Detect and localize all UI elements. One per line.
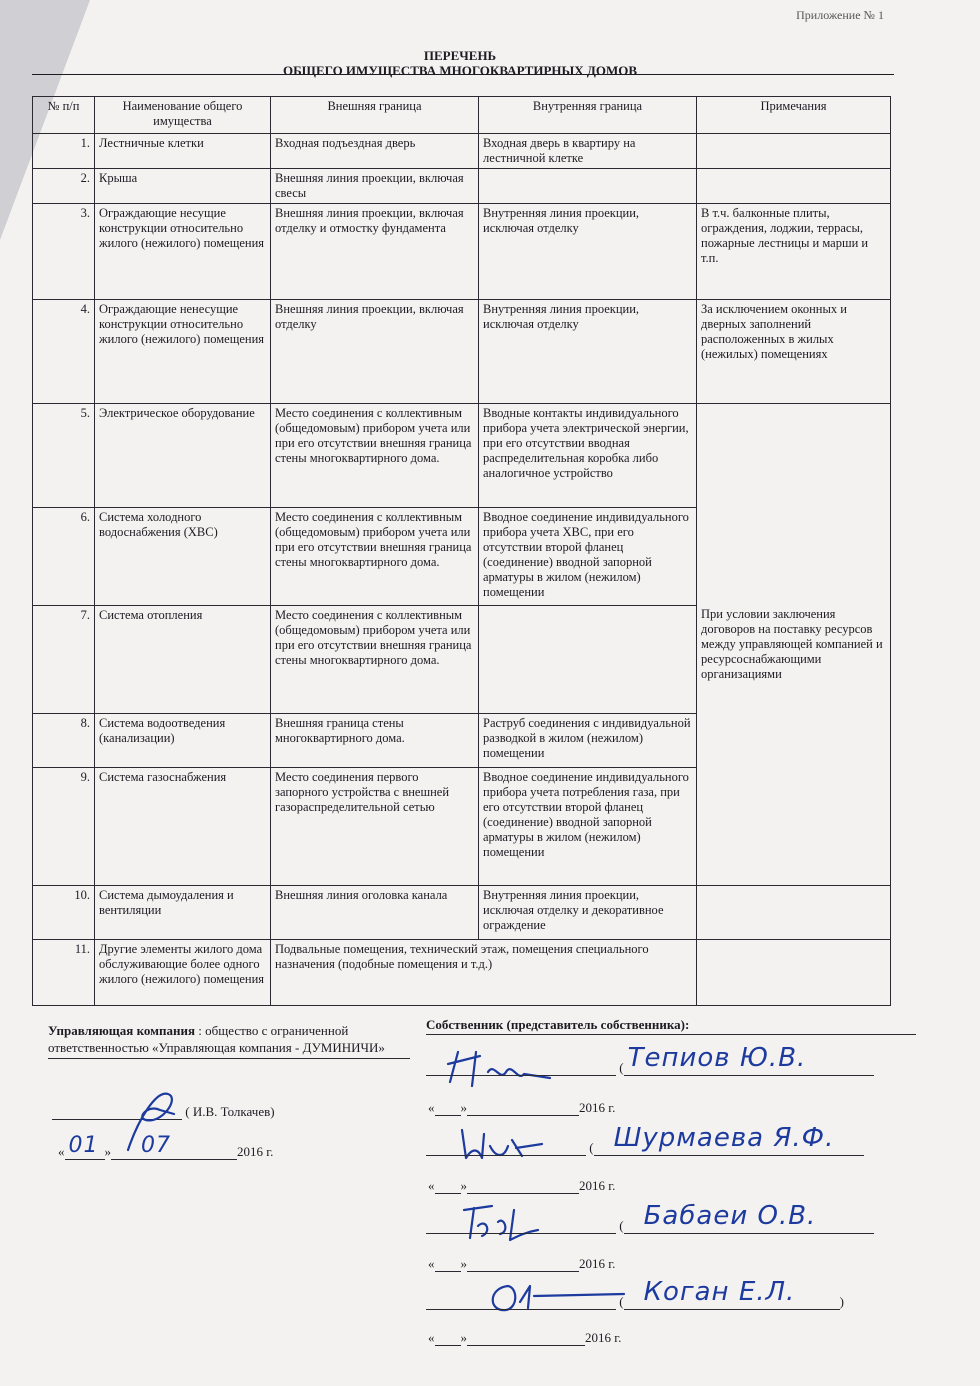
- table-row: [33, 134, 891, 169]
- paren-open: (: [619, 1294, 624, 1309]
- row-name: Ограждающие несущие конструкции относительно жилого (нежилого) помещения: [95, 204, 271, 300]
- row-number: 3.: [33, 204, 95, 300]
- owner-signature-line: [426, 1295, 616, 1310]
- owner-day-line: [435, 1179, 461, 1194]
- row-name: Система отопления: [95, 606, 271, 714]
- row-number: 2.: [33, 169, 95, 204]
- company-description: : общество с ограниченной ответственностью «Управляющая компания - ДУМИНИЧИ»: [48, 1023, 385, 1055]
- header-number: № п/п: [33, 97, 95, 134]
- row-outer: Внешняя линия проекции, включая свесы: [271, 169, 479, 204]
- company-year: 2016 г.: [237, 1144, 274, 1159]
- row-name: Система газоснабжения: [95, 768, 271, 886]
- header-notes: Примечания: [697, 97, 891, 134]
- paren-open: (: [619, 1060, 624, 1075]
- title-underline: [32, 74, 894, 75]
- owners-label: Собственник (представитель собственника):: [426, 1017, 690, 1032]
- row-outer: Внешняя линия оголовка канала: [271, 886, 479, 940]
- row-name: Система водоотведения (канализации): [95, 714, 271, 768]
- owner-name-row: [426, 1277, 844, 1310]
- row-number: 7.: [33, 606, 95, 714]
- row-inner: Раструб соединения с индивидуальной разводкой в жилом (нежилом) помещении: [479, 714, 697, 768]
- row-inner: Внутренняя линия проекции, исключая отделку и декоративное ограждение: [479, 886, 697, 940]
- date-quote-open: «: [428, 1100, 435, 1115]
- owner-day-line: [435, 1101, 461, 1116]
- row-outer: Входная подъездная дверь: [271, 134, 479, 169]
- row-note: [697, 886, 891, 940]
- paren-open: (: [619, 1218, 624, 1233]
- date-quote-close: »: [460, 1178, 467, 1193]
- row-number: 6.: [33, 508, 95, 606]
- row-outer: Место соединения первого запорного устройства с внешней газораспределительной сетью: [271, 768, 479, 886]
- header-inner-border: Внутренняя граница: [479, 97, 697, 134]
- row-number: 9.: [33, 768, 95, 886]
- row-outer: Внешняя линия проекции, включая отделку и отмостку фундамента: [271, 204, 479, 300]
- owner-year: 2016 г.: [579, 1100, 616, 1115]
- owners-block: [426, 1016, 916, 1035]
- date-quote-close: »: [460, 1100, 467, 1115]
- row-outer: Внешняя линия проекции, включая отделку: [271, 300, 479, 404]
- company-month: [111, 1133, 237, 1160]
- owner-name-line: [624, 1043, 874, 1076]
- row-name: Система холодного водоснабжения (ХВС): [95, 508, 271, 606]
- owner-signature-line: [426, 1061, 616, 1076]
- owner-date-row: [428, 1330, 621, 1346]
- row-inner: [479, 606, 697, 714]
- owner-name-row: [426, 1201, 874, 1234]
- owner-month-line: [467, 1179, 579, 1194]
- row-outer: Место соединения с коллективным (общедомовым) прибором учета или при его отсутствии внешняя граница стены многоквартирного дома.: [271, 404, 479, 508]
- row-inner: Вводные контакты индивидуального прибора учета электрической энергии, при его отсутствии вводная распределительная коробка либо аналогичное устройство: [479, 404, 697, 508]
- row-number: 11.: [33, 940, 95, 1006]
- owner-name: Шурмаева Я.Ф.: [613, 1123, 835, 1153]
- company-block: [48, 1022, 408, 1059]
- date-quote-open: «: [428, 1330, 435, 1345]
- table-row: [33, 404, 891, 508]
- row-number: 8.: [33, 714, 95, 768]
- date-quote-open: «: [428, 1256, 435, 1271]
- title-line-2: ОБЩЕГО ИМУЩЕСТВА МНОГОКВАРТИРНЫХ ДОМОВ: [282, 63, 638, 78]
- row-note: За исключением оконных и дверных заполнений расположенных в жилых (нежилых) помещениях: [697, 300, 891, 404]
- row-number: 4.: [33, 300, 95, 404]
- row-note: [697, 940, 891, 1006]
- company-text: [48, 1022, 408, 1056]
- table-row: [33, 204, 891, 300]
- owner-year: 2016 г.: [579, 1256, 616, 1271]
- owner-name: Тепиов Ю.В.: [627, 1043, 807, 1073]
- row-outer: Внешняя граница стены многоквартирного дома.: [271, 714, 479, 768]
- row-outer: Место соединения с коллективным (общедомовым) прибором учета или при его отсутствии внешняя граница стены многоквартирного дома.: [271, 606, 479, 714]
- table-row: [33, 886, 891, 940]
- header-name: Наименование общего имущества: [95, 97, 271, 134]
- row-outer: Место соединения с коллективным (общедомовым) прибором учета или при его отсутствии внешняя граница стены многоквартирного дома.: [271, 508, 479, 606]
- date-quote-close: »: [460, 1330, 467, 1345]
- owner-signature-line: [426, 1219, 616, 1234]
- owner-date-row: [428, 1100, 615, 1116]
- table-header-row: [33, 97, 891, 134]
- company-day-value: 01: [68, 1133, 99, 1158]
- company-signer: ( И.В. Толкачев): [185, 1104, 275, 1119]
- date-quote-open: «: [58, 1144, 65, 1159]
- owner-name-line: [594, 1123, 864, 1156]
- owner-name-line: [624, 1201, 874, 1234]
- row-name: Ограждающие ненесущие конструкции относительно жилого (нежилого) помещения: [95, 300, 271, 404]
- merged-note: При условии заключения договоров на поставку ресурсов между управляющей компанией и ресурсоснабжающими организациями: [697, 404, 891, 886]
- owner-name: Коган Е.Л.: [643, 1277, 796, 1307]
- row-note: [697, 169, 891, 204]
- row-inner: Вводное соединение индивидуального прибора учета потребления газа, при его отсутствии второй фланец (соединение) вводной запорной арматуры в жилом (нежилом) помещении: [479, 768, 697, 886]
- row-inner: [479, 169, 697, 204]
- owner-month-line: [467, 1101, 579, 1116]
- owners-underline: [426, 1034, 916, 1035]
- row-span-text: Подвальные помещения, технический этаж, помещения специального назначения (подобные помещения и т.д.): [271, 940, 697, 1006]
- row-name: Другие элементы жилого дома обслуживающие более одного жилого (нежилого) помещения: [95, 940, 271, 1006]
- company-day: [65, 1133, 105, 1160]
- row-name: Электрическое оборудование: [95, 404, 271, 508]
- date-quote-close: »: [460, 1256, 467, 1271]
- row-number: 5.: [33, 404, 95, 508]
- company-date-row: [58, 1133, 274, 1160]
- owner-name-row: [426, 1123, 864, 1156]
- owner-name-line: [624, 1277, 840, 1310]
- appendix-label: Приложение № 1: [796, 8, 884, 22]
- owner-day-line: [435, 1257, 461, 1272]
- table-row: [33, 940, 891, 1006]
- owner-date-row: [428, 1256, 615, 1272]
- owner-name-row: [426, 1043, 874, 1076]
- date-quote-close: »: [104, 1144, 111, 1159]
- company-month-value: 07: [141, 1133, 171, 1158]
- header-outer-border: Внешняя граница: [271, 97, 479, 134]
- owner-signature-line: [426, 1141, 586, 1156]
- owner-month-line: [467, 1331, 585, 1346]
- owner-date-row: [428, 1178, 615, 1194]
- table-row: [33, 169, 891, 204]
- owner-name: Бабаеи О.В.: [643, 1201, 817, 1231]
- owner-year: 2016 г.: [585, 1330, 622, 1345]
- property-table: [32, 96, 891, 1006]
- paren-open: (: [589, 1140, 594, 1155]
- row-inner: Вводное соединение индивидуального прибора учета ХВС, при его отсутствии второй фланец (соединение) вводной запорной арматуры в жилом (нежилом) помещении: [479, 508, 697, 606]
- row-inner: Внутренняя линия проекции, исключая отделку: [479, 300, 697, 404]
- date-quote-open: «: [428, 1178, 435, 1193]
- row-number: 10.: [33, 886, 95, 940]
- company-label: Управляющая компания: [48, 1023, 195, 1038]
- row-inner: Внутренняя линия проекции, исключая отделку: [479, 204, 697, 300]
- row-note: В т.ч. балконные плиты, ограждения, лоджии, террасы, пожарные лестницы и марши и т.п.: [697, 204, 891, 300]
- row-number: 1.: [33, 134, 95, 169]
- row-name: Система дымоудаления и вентиляции: [95, 886, 271, 940]
- row-inner: Входная дверь в квартиру на лестничной клетке: [479, 134, 697, 169]
- company-underline: [48, 1058, 410, 1059]
- owner-year: 2016 г.: [579, 1178, 616, 1193]
- title-line-1: ПЕРЕЧЕНЬ: [423, 48, 497, 63]
- row-name: Лестничные клетки: [95, 134, 271, 169]
- row-name: Крыша: [95, 169, 271, 204]
- owner-day-line: [435, 1331, 461, 1346]
- owner-month-line: [467, 1257, 579, 1272]
- paren-close: ): [839, 1294, 844, 1309]
- table-row: [33, 300, 891, 404]
- row-note: [697, 134, 891, 169]
